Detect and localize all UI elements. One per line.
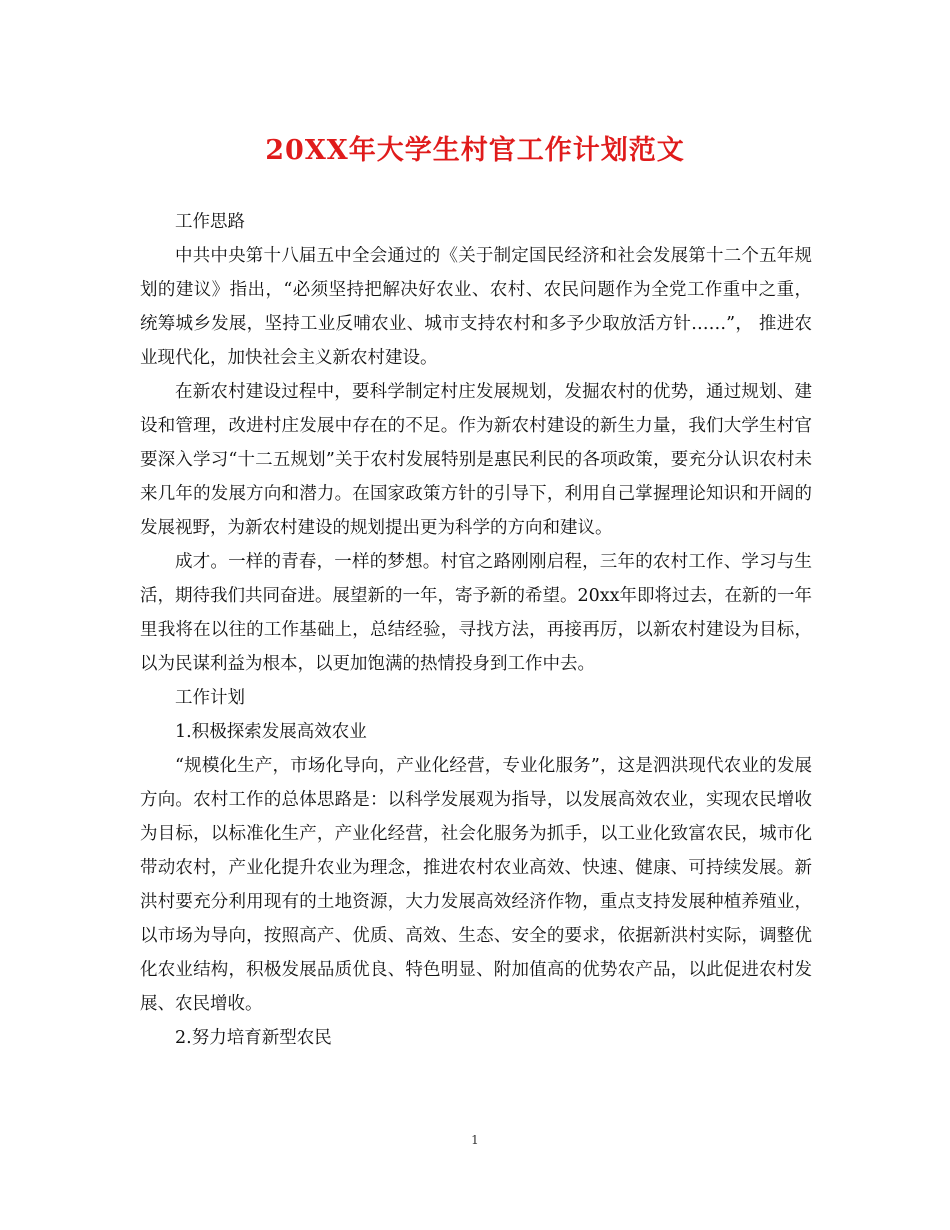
paragraph: 成才。一样的青春，一样的梦想。村官之路刚刚启程，三年的农村工作、学习与生活，期待我们共同奋进。展望新的一年，寄予新的希望。20xx年即将过去，在新的一年里我将在以往的工作基础上，总结经验，寻找方法，再接再厉，以新农村建设为目标，以为民谋利益为根本，以更加饱满的热情投身到工作中去。 <box>140 552 813 674</box>
page-number: 1 <box>471 1133 479 1147</box>
document-title: 20XX年大学生村官工作计划范文 <box>265 135 685 166</box>
subheading-efficient-agriculture: 1.积极探索发展高效农业 <box>175 722 367 742</box>
section-heading-work-ideas: 工作思路 <box>175 212 245 232</box>
document-body <box>140 205 812 1055</box>
subheading-new-farmers: 2.努力培育新型农民 <box>175 1028 332 1048</box>
paragraph: 在新农村建设过程中，要科学制定村庄发展规划，发掘农村的优势，通过规划、建设和管理，改进村庄发展中存在的不足。作为新农村建设的新生力量，我们大学生村官要深入学习“十二五规划”关于农村发展特别是惠民利民的各项政策，要充分认识农村未来几年的发展方向和潜力。在国家政策方针的引导下，利用自己掌握理论知识和开阔的发展视野，为新农村建设的规划提出更为科学的方向和建议。 <box>140 382 812 538</box>
section-heading-work-plan: 工作计划 <box>175 688 245 708</box>
paragraph: “规模化生产，市场化导向，产业化经营，专业化服务”，这是泗洪现代农业的发展方向。农村工作的总体思路是：以科学发展观为指导，以发展高效农业，实现农民增收为目标，以标准化生产，产业化经营，社会化服务为抓手，以工业化致富农民，城市化带动农村，产业化提升农业为理念，推进农村农业高效、快速、健康、可持续发展。新洪村要充分利用现有的土地资源，大力发展高效经济作物，重点支持发展种植养殖业，以市场为导向，按照高产、优质、高效、生态、安全的要求，依据新洪村实际，调整优化农业结构，积极发展品质优良、特色明显、附加值高的优势农产品，以此促进农村发展、农民增收。 <box>140 756 812 1014</box>
paragraph: 中共中央第十八届五中全会通过的《关于制定国民经济和社会发展第十二个五年规划的建议》指出，“必须坚持把解决好农业、农村、农民问题作为全党工作重中之重，统筹城乡发展，坚持工业反哺农业、城市支持农村和多予少取放活方针……”， 推进农业现代化，加快社会主义新农村建设。 <box>140 246 812 368</box>
